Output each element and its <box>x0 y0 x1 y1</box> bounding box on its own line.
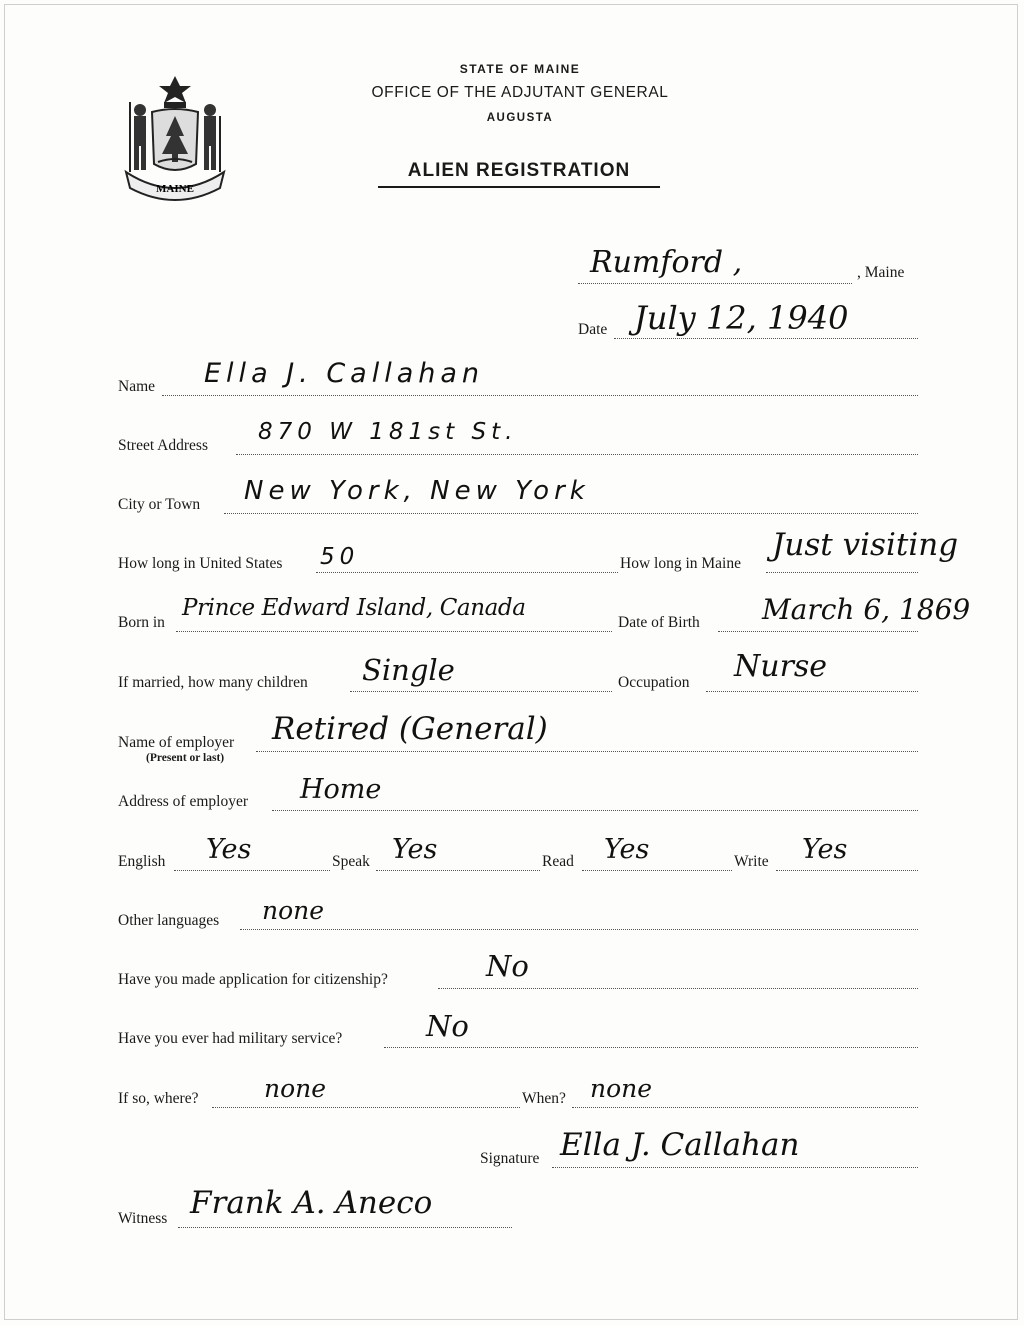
place-line <box>578 283 852 284</box>
signature-value[interactable]: Ella J. Callahan <box>560 1127 800 1163</box>
read-label: Read <box>542 853 574 870</box>
where-label: If so, where? <box>118 1090 199 1107</box>
write-line <box>776 870 918 871</box>
write-label: Write <box>734 853 769 870</box>
how-long-maine-label: How long in Maine <box>620 555 741 572</box>
signature-label: Signature <box>480 1150 540 1167</box>
employer-value[interactable]: Retired (General) <box>272 711 548 747</box>
employer-address-label: Address of employer <box>118 793 248 810</box>
date-line <box>614 338 918 339</box>
witness-label: Witness <box>118 1210 168 1227</box>
occupation-label: Occupation <box>618 674 690 691</box>
name-label: Name <box>118 378 156 395</box>
born-in-line <box>176 631 612 632</box>
witness-value[interactable]: Frank A. Aneco <box>190 1185 433 1221</box>
form-title: ALIEN REGISTRATION <box>378 160 660 188</box>
speak-value[interactable]: Yes <box>392 834 438 865</box>
how-long-maine-line <box>766 572 918 573</box>
english-value[interactable]: Yes <box>206 834 252 865</box>
employer-sublabel: (Present or last) <box>146 752 225 764</box>
city-line <box>224 513 918 514</box>
english-label: English <box>118 853 166 870</box>
born-in-value[interactable]: Prince Edward Island, Canada <box>182 595 526 621</box>
speak-label: Speak <box>332 853 370 870</box>
date-of-birth-value[interactable]: March 6, 1869 <box>762 593 971 626</box>
english-line <box>174 870 330 871</box>
signature-line <box>552 1167 918 1168</box>
street-label: Street Address <box>118 437 208 454</box>
street-value[interactable]: 870 W 181st St. <box>258 419 518 445</box>
state-heading: STATE OF MAINE <box>459 62 581 76</box>
employer-label: Name of employer <box>118 734 235 751</box>
place-value[interactable]: Rumford , <box>590 245 743 280</box>
citizenship-label: Have you made application for citizenship? <box>118 971 388 988</box>
employer-line <box>256 751 918 752</box>
military-label: Have you ever had military service? <box>118 1030 343 1047</box>
how-long-maine-value[interactable]: Just visiting <box>772 527 959 563</box>
street-line <box>236 454 918 455</box>
read-line <box>582 870 732 871</box>
other-languages-value[interactable]: none <box>262 896 325 925</box>
place-suffix: , Maine <box>857 264 905 281</box>
employer-address-line <box>272 810 918 811</box>
occupation-value[interactable]: Nurse <box>734 649 828 684</box>
other-languages-line <box>240 929 918 930</box>
children-label: If married, how many children <box>118 674 308 691</box>
other-languages-label: Other languages <box>118 912 220 929</box>
citizenship-line <box>438 988 918 989</box>
how-long-us-label: How long in United States <box>118 555 283 572</box>
state-seal-icon <box>120 72 230 202</box>
where-value[interactable]: none <box>264 1074 327 1103</box>
city-heading: AUGUSTA <box>486 112 554 124</box>
children-line <box>350 691 612 692</box>
write-value[interactable]: Yes <box>802 834 848 865</box>
seal-motto: MAINE <box>156 183 194 195</box>
speak-line <box>376 870 540 871</box>
city-value[interactable]: New York, New York <box>244 476 590 506</box>
read-value[interactable]: Yes <box>604 834 650 865</box>
date-of-birth-line <box>718 631 918 632</box>
when-value[interactable]: none <box>590 1074 653 1103</box>
when-line <box>572 1107 918 1108</box>
military-line <box>384 1047 918 1048</box>
where-line <box>212 1107 520 1108</box>
born-in-label: Born in <box>118 614 165 631</box>
how-long-us-line <box>316 572 618 573</box>
employer-address-value[interactable]: Home <box>300 774 382 805</box>
how-long-us-value[interactable]: 50 <box>320 544 360 570</box>
name-line <box>162 395 918 396</box>
citizenship-value[interactable]: No <box>486 949 529 983</box>
date-label: Date <box>578 321 608 338</box>
date-value[interactable]: July 12, 1940 <box>634 299 849 337</box>
name-value[interactable]: Ella J. Callahan <box>204 358 485 389</box>
date-of-birth-label: Date of Birth <box>618 614 700 631</box>
military-value[interactable]: No <box>426 1009 469 1043</box>
occupation-line <box>706 691 918 692</box>
office-heading: OFFICE OF THE ADJUTANT GENERAL <box>371 84 669 101</box>
children-value[interactable]: Single <box>362 653 455 687</box>
when-label: When? <box>522 1090 566 1107</box>
witness-line <box>178 1227 512 1228</box>
city-label: City or Town <box>118 496 201 513</box>
